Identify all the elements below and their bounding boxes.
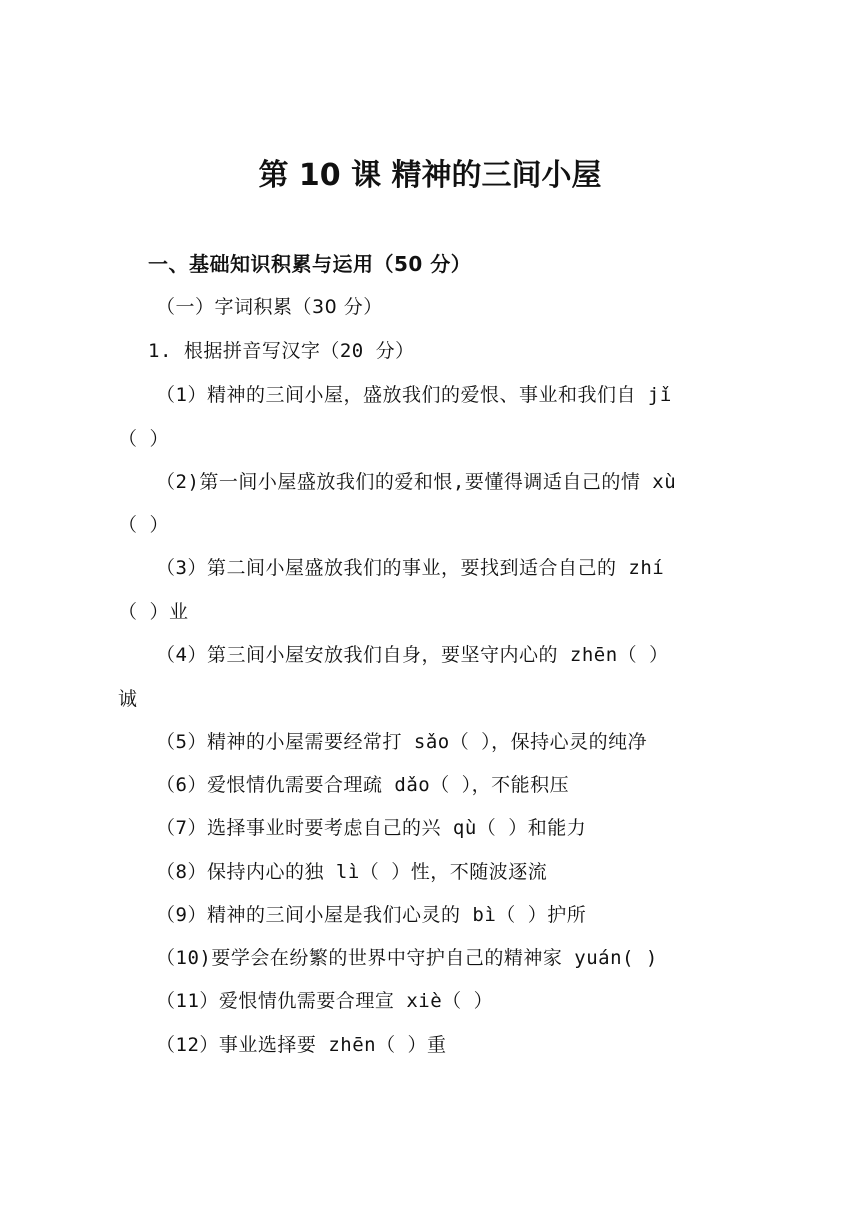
subsection-heading: （一）字词积累（30 分） [156, 296, 383, 318]
item-12: （12）事业选择要 zhēn（ ）重 [156, 1034, 447, 1056]
item-1: （1）精神的三间小屋，盛放我们的爱恨、事业和我们自 jǐ [156, 384, 672, 406]
item-5: （5）精神的小屋需要经常打 sǎo（ ），保持心灵的纯净 [156, 731, 648, 753]
question-heading: 1. 根据拼音写汉字（20 分） [148, 340, 415, 362]
item-8: （8）保持内心的独 lì（ ）性，不随波逐流 [156, 861, 548, 883]
item-7: （7）选择事业时要考虑自己的兴 qù（ ）和能力 [156, 817, 587, 839]
section-heading: 一、基础知识积累与运用（50 分） [148, 252, 472, 276]
page-title: 第 10 课 精神的三间小屋 [258, 158, 602, 193]
item-11: （11）爱恨情仇需要合理宣 xiè（ ） [156, 990, 494, 1012]
item-4-continuation: 诚 [118, 688, 138, 710]
item-9: （9）精神的三间小屋是我们心灵的 bì（ ）护所 [156, 904, 587, 926]
item-6: （6）爱恨情仇需要合理疏 dǎo（ ），不能积压 [156, 774, 570, 796]
item-1-blank: （ ） [118, 428, 169, 450]
item-3-continuation: （ ）业 [118, 601, 189, 623]
item-10: （10)要学会在纷繁的世界中守护自己的精神家 yuán( ) [156, 947, 658, 969]
item-4: （4）第三间小屋安放我们自身，要坚守内心的 zhēn（ ） [156, 644, 669, 666]
item-2-blank: （ ） [118, 514, 169, 536]
item-3: （3）第二间小屋盛放我们的事业，要找到适合自己的 zhí [156, 557, 665, 579]
item-2: （2)第一间小屋盛放我们的爱和恨,要懂得调适自己的情 xù [156, 471, 677, 493]
